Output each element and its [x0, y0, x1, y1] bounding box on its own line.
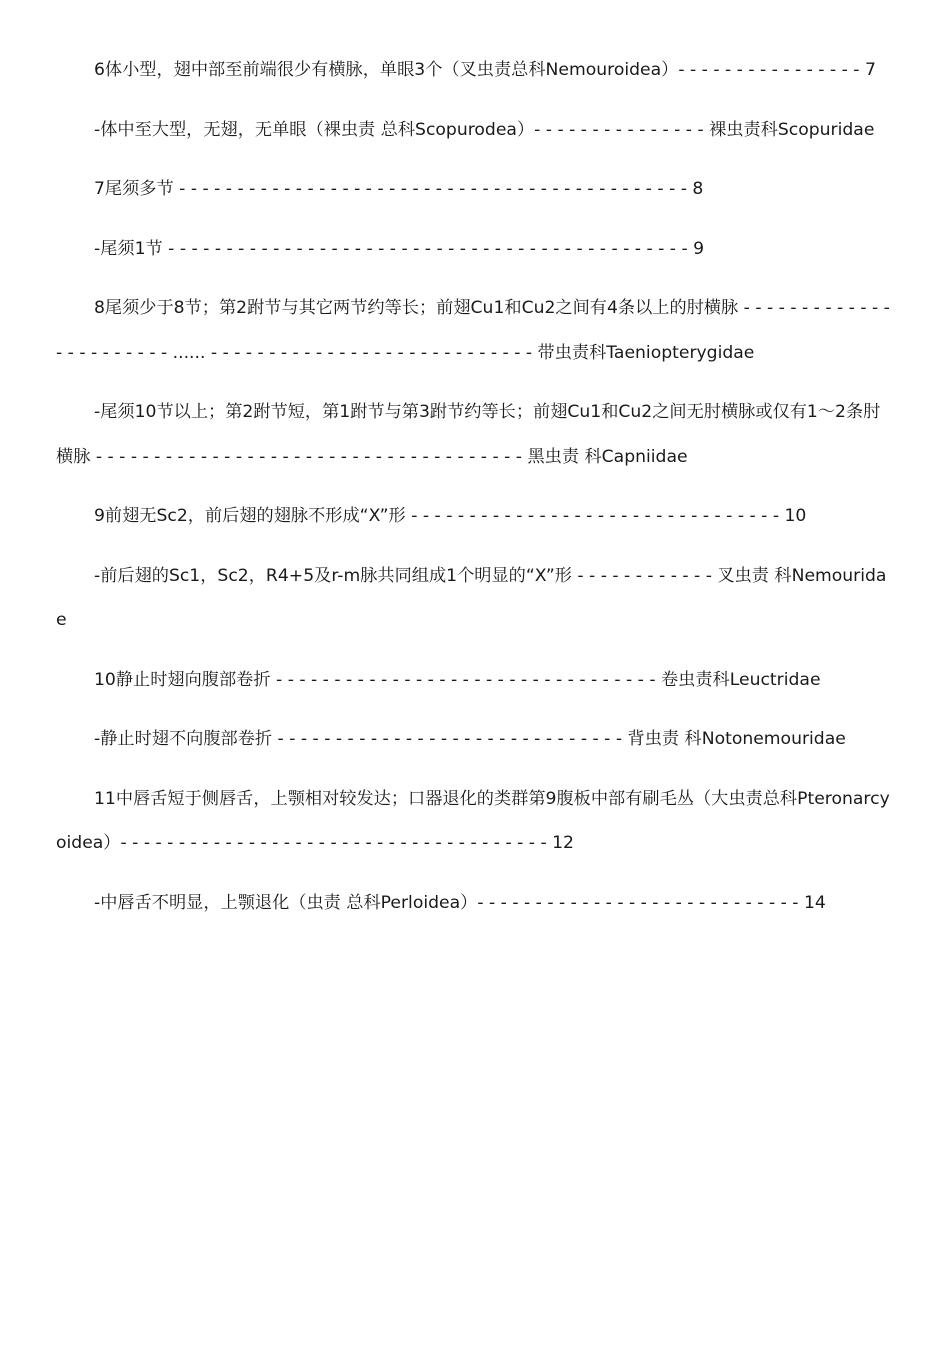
- key-entry-6-alt: -体中至大型，无翅，无单眼（裸虫责 总科Scopurodea）- - - - - - - - - - - - - - - 裸虫责科Scopuridae: [94, 119, 875, 140]
- key-entry-9-alt: -前后翅的Sc1，Sc2，R4+5及r-m脉共同组成1个明显的“X”形 - - - - - - - - - - - - 叉虫责 科Nemouridae: [56, 565, 887, 630]
- key-entry-8-alt: -尾须10节以上；第2跗节短，第1跗节与第3跗节约等长；前翅Cu1和Cu2之间无肘横脉或仅有1～2条肘横脉 - - - - - - - - - - - - - - - - - - - - - - - - - - - - - - - - - - - - - 黑虫责 科Capniidae: [56, 402, 881, 467]
- key-entry-7: 7尾须多节 - - - - - - - - - - - - - - - - - - - - - - - - - - - - - - - - - - - - - - - - - - - - 8: [94, 179, 704, 199]
- key-entry-7-alt: -尾须1节 - - - - - - - - - - - - - - - - - - - - - - - - - - - - - - - - - - - - - - - - - - - - - 9: [94, 238, 705, 259]
- key-entry-9: 9前翅无Sc2，前后翅的翅脉不形成“X”形 - - - - - - - - - - - - - - - - - - - - - - - - - - - - - - - - 10: [94, 506, 807, 526]
- key-entry-8: 8尾须少于8节；第2跗节与其它两节约等长；前翅Cu1和Cu2之间有4条以上的肘横脉 - - - - - - - - - - - - - - - - - - - - - - - ...... - - - - - - - - - - - - - - - - - - - - - - - - - - - - 带虫责科Taeniopterygidae: [56, 298, 890, 363]
- key-entry-11: 11中唇舌短于侧唇舌，上颚相对较发达；口器退化的类群第9腹板中部有刷毛丛（大虫责总科Pteronarcyoidea）- - - - - - - - - - - - - - - - - - - - - - - - - - - - - - - - - - - - - 12: [56, 788, 890, 853]
- key-entry-6: 6体小型，翅中部至前端很少有横脉，单眼3个（叉虫责总科Nemouroidea）- - - - - - - - - - - - - - - - 7: [94, 60, 876, 80]
- key-entry-10-alt: -静止时翅不向腹部卷折 - - - - - - - - - - - - - - - - - - - - - - - - - - - - - - 背虫责 科Notonemouridae: [94, 729, 846, 749]
- document-page: [56, 48, 896, 940]
- key-entry-10: 10静止时翅向腹部卷折 - - - - - - - - - - - - - - - - - - - - - - - - - - - - - - - - - 卷虫责科Leuctridae: [94, 669, 821, 690]
- key-entry-11-alt: -中唇舌不明显，上颚退化（虫责 总科Perloidea）- - - - - - - - - - - - - - - - - - - - - - - - - - - - 14: [94, 892, 826, 913]
